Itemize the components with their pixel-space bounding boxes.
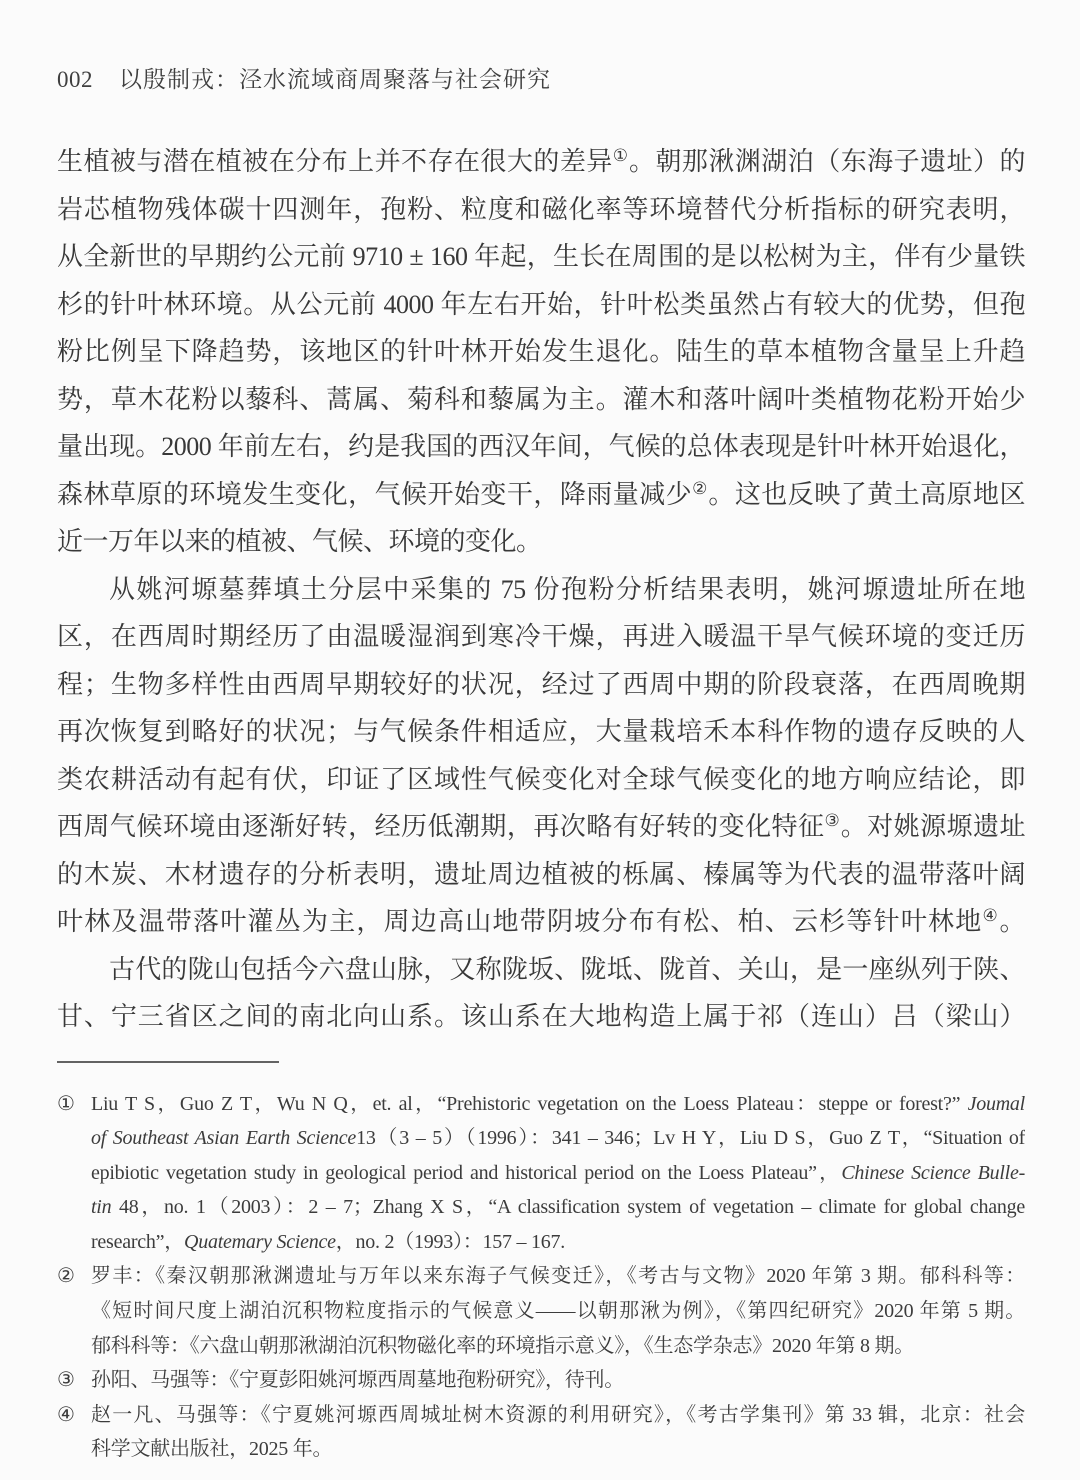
paragraph (57, 566, 1025, 946)
body-line (57, 376, 1025, 424)
body-text (57, 138, 1025, 1041)
footnote-item (57, 1087, 1025, 1260)
page-number: 002 (57, 67, 93, 92)
paragraph (57, 946, 1025, 1041)
footnote-line (91, 1259, 1025, 1294)
body-line (57, 566, 1025, 614)
footnote-ref: ③ (824, 811, 841, 830)
footnote-item (57, 1398, 1025, 1467)
footnote-line (91, 1398, 1025, 1433)
body-line (57, 186, 1025, 234)
text-segment: 从全新世的早期约公元前 9710 ± 160 年起，生长在周围的是以松树为主，伴有少量铁 (57, 242, 1025, 271)
body-line (57, 851, 1025, 899)
footnote-ref: ② (692, 478, 709, 498)
text-segment: 西周气候环境由逐渐好转，经历低潮期，再次略有好转的变化特征 (57, 812, 825, 841)
footnote-item (57, 1259, 1025, 1363)
paragraph (57, 138, 1025, 566)
text-segment: 。 (999, 907, 1025, 936)
footnote-ref: ④ (982, 906, 1000, 925)
footnote-text (91, 1398, 1025, 1467)
body-line (57, 328, 1025, 376)
text-segment: 再次恢复到略好的状况；与气候条件相适应，大量栽培禾本科作物的遗存反映的人 (57, 717, 1025, 746)
text-segment: 。这也反映了黄土高原地区 (708, 479, 1025, 509)
footnote-text (91, 1259, 1025, 1363)
text-segment: 赵一凡、马强等：《宁夏姚河塬西周城址树木资源的利用研究》，《考古学集刊》第 33 辑，北京：社会 (91, 1403, 1025, 1426)
text-segment: Quatemary Science (184, 1230, 336, 1253)
text-segment: 。朝那湫渊湖泊（东海子遗址）的 (628, 147, 1025, 176)
running-title: 以殷制戎：泾水流域商周聚落与社会研究 (119, 67, 551, 92)
text-segment: 《短时间尺度上湖泊沉积物粒度指示的气候意义——以朝那湫为例》，《第四纪研究》2020 年第 5 期。 (91, 1300, 1025, 1323)
text-segment: 程；生物多样性由西周早期较好的状况，经过了西周中期的阶段衰落，在西周晚期 (57, 669, 1025, 699)
body-line (57, 423, 1025, 471)
text-segment: 古代的陇山包括今六盘山脉，又称陇坂、陇坻、陇首、关山，是一座纵列于陕、 (109, 954, 1025, 984)
text-segment: 罗丰：《秦汉朝那湫渊遗址与万年以来东海子气候变迁》，《考古与文物》2020 年第 3 期。郁科科等： (91, 1265, 1025, 1288)
body-line (57, 803, 1025, 851)
text-segment: Chinese Science Bulle- (841, 1161, 1025, 1184)
body-line (57, 898, 1025, 946)
body-line (57, 613, 1025, 661)
footnote-number: ④ (57, 1403, 75, 1426)
footnote-text (91, 1087, 1025, 1260)
footnote-line (91, 1190, 1025, 1225)
footnote-line (91, 1294, 1025, 1329)
text-segment: 粉比例呈下降趋势，该地区的针叶林开始发生退化。陆生的草本植物含量呈上升趋 (57, 337, 1025, 366)
text-segment: 科学文献出版社，2025 年。 (91, 1438, 333, 1461)
text-segment: 势，草木花粉以藜科、蒿属、菊科和藜属为主。灌木和落叶阔叶类植物花粉开始少 (57, 384, 1025, 414)
footnote-number: ① (57, 1092, 75, 1115)
text-segment: 。对姚源塬遗址 (840, 812, 1025, 841)
text-segment: 甘、宁三省区之间的南北向山系。该山系在大地构造上属于祁（连山）吕（梁山） (57, 1002, 1025, 1031)
text-segment: of Southeast Asian Earth Science (91, 1127, 357, 1150)
footnote-number: ② (57, 1265, 75, 1288)
body-line (57, 756, 1025, 804)
body-line (57, 661, 1025, 709)
footnote-line (91, 1363, 1025, 1398)
footnote-line (91, 1087, 1025, 1122)
text-segment: ，no. 2（1993）：157 – 167. (335, 1230, 566, 1253)
text-segment: 13（3 – 5）（1996）：341 – 346；Lv H Y，Liu D S，Guo Z T，“Situation of (356, 1127, 1025, 1150)
text-segment: Joumal (967, 1092, 1025, 1115)
text-segment: 近一万年以来的植被、气候、环境的变化。 (57, 527, 542, 556)
footnote-ref: ① (612, 146, 629, 165)
footnote-line (91, 1432, 1025, 1467)
text-segment: 岩芯植物残体碳十四测年，孢粉、粒度和磁化率等环境替代分析指标的研究表明， (57, 194, 1025, 224)
text-segment: 森林草原的环境发生变化，气候开始变干，降雨量减少 (57, 479, 693, 509)
text-segment: 的木炭、木材遗存的分析表明，遗址周边植被的栎属、榛属等为代表的温带落叶阔 (57, 859, 1025, 889)
footnote-text (91, 1363, 1025, 1398)
text-segment: 类农耕活动有起有伏，印证了区域性气候变化对全球气候变化的地方响应结论，即 (57, 764, 1025, 794)
body-line (57, 471, 1025, 519)
footnote-divider (57, 1061, 279, 1063)
text-segment: 区，在西周时期经历了由温暖湿润到寒冷干燥，再进入暖温干旱气候环境的变迁历 (57, 622, 1025, 651)
text-segment: 从姚河塬墓葬填土分层中采集的 75 份孢粉分析结果表明，姚河塬遗址所在地 (109, 574, 1025, 604)
body-line (57, 993, 1025, 1041)
text-segment: 48，no. 1（2003）：2 – 7；Zhang X S，“A classification system of vegetation – climate for global change (111, 1196, 1025, 1219)
text-segment: 叶林及温带落叶灌丛为主，周边高山地带阴坡分布有松、柏、云杉等针叶林地 (57, 907, 983, 936)
footnotes (57, 1087, 1025, 1468)
footnote-item (57, 1363, 1025, 1398)
body-line (57, 708, 1025, 756)
footnote-line (91, 1156, 1025, 1191)
text-segment: 郁科科等：《六盘山朝那湫湖泊沉积物磁化率的环境指示意义》，《生态学杂志》2020 年第 8 期。 (91, 1334, 914, 1357)
body-line (57, 138, 1025, 186)
text-segment: epibiotic vegetation study in geological period and historical period on the Loess Plateau”， (91, 1161, 842, 1184)
body-line (57, 233, 1025, 281)
text-segment: research”， (91, 1230, 184, 1253)
body-line (57, 946, 1025, 994)
footnote-line (91, 1225, 1025, 1260)
footnote-line (91, 1121, 1025, 1156)
text-segment: 杉的针叶林环境。从公元前 4000 年左右开始，针叶松类虽然占有较大的优势，但孢 (57, 289, 1025, 319)
text-segment: 孙阳、马强等：《宁夏彭阳姚河塬西周墓地孢粉研究》，待刊。 (91, 1369, 624, 1392)
body-line (57, 518, 1025, 566)
text-segment: 生植被与潜在植被在分布上并不存在很大的差异 (57, 147, 613, 176)
text-segment: Liu T S，Guo Z T，Wu N Q，et. al，“Prehistoric vegetation on the Loess Plateau：steppe or forest?” (91, 1092, 968, 1115)
text-segment: tin (91, 1196, 112, 1219)
page-header (57, 64, 1025, 96)
text-segment: 量出现。2000 年前左右，约是我国的西汉年间，气候的总体表现是针叶林开始退化， (57, 432, 1025, 461)
body-line (57, 281, 1025, 329)
footnote-number: ③ (57, 1369, 75, 1392)
footnote-line (91, 1329, 1025, 1364)
